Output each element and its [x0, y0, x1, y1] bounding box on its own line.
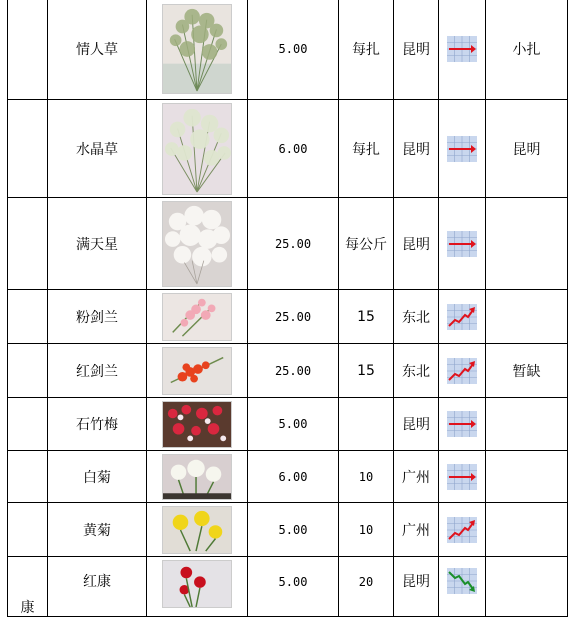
- note-cell: 暂缺: [486, 344, 568, 398]
- trend-cell: [439, 398, 486, 451]
- price-cell: 25.00: [248, 198, 339, 290]
- note-cell: [486, 557, 568, 617]
- photo-cell: [147, 503, 248, 557]
- category-label: 康: [20, 600, 35, 616]
- category-cell: [8, 503, 48, 557]
- photo-cell: [147, 290, 248, 344]
- photo-cell: [147, 557, 248, 617]
- category-cell: [8, 451, 48, 503]
- falling-trend-icon: [447, 568, 477, 594]
- flower-name: 满天星: [48, 198, 147, 290]
- note-cell: 昆明: [486, 100, 568, 198]
- table-row: [8, 398, 568, 451]
- table-row: [8, 100, 568, 198]
- flower-name: 白菊: [48, 451, 147, 503]
- category-cell: [8, 344, 48, 398]
- flat-arrow-icon: [447, 231, 477, 257]
- category-cell: [8, 0, 48, 100]
- table-row: [8, 0, 568, 100]
- unit-cell: 每公斤: [339, 198, 394, 290]
- price-cell: 5.00: [248, 398, 339, 451]
- unit-cell: [339, 398, 394, 451]
- note-cell: [486, 290, 568, 344]
- unit-cell: 20: [339, 557, 394, 617]
- table-row: [8, 451, 568, 503]
- rising-trend-icon: [447, 304, 477, 330]
- table-row: [8, 290, 568, 344]
- flat-arrow-icon: [447, 136, 477, 162]
- photo-cell: [147, 0, 248, 100]
- origin-cell: 昆明: [394, 100, 439, 198]
- price-cell: 25.00: [248, 290, 339, 344]
- category-cell: [8, 557, 48, 617]
- table-row: [8, 344, 568, 398]
- category-cell: [8, 198, 48, 290]
- category-cell: [8, 290, 48, 344]
- trend-cell: [439, 503, 486, 557]
- flat-arrow-icon: [447, 464, 477, 490]
- origin-cell: 广州: [394, 503, 439, 557]
- flower-name: 水晶草: [48, 100, 147, 198]
- price-cell: 6.00: [248, 100, 339, 198]
- note-cell: [486, 198, 568, 290]
- unit-cell: 10: [339, 503, 394, 557]
- flower-name: 红剑兰: [48, 344, 147, 398]
- note-cell: [486, 451, 568, 503]
- note-cell: [486, 503, 568, 557]
- unit-cell: 10: [339, 451, 394, 503]
- trend-cell: [439, 290, 486, 344]
- unit-cell: 15: [339, 344, 394, 398]
- flat-arrow-icon: [447, 36, 477, 62]
- photo-cell: [147, 344, 248, 398]
- note-cell: 小扎: [486, 0, 568, 100]
- table-row: [8, 503, 568, 557]
- origin-cell: 东北: [394, 290, 439, 344]
- origin-cell: 昆明: [394, 557, 439, 617]
- origin-cell: 昆明: [394, 198, 439, 290]
- table-row: [8, 557, 568, 617]
- white-chrysanthemum-photo: [162, 454, 232, 500]
- dianthus-photo: [162, 401, 232, 448]
- trend-cell: [439, 451, 486, 503]
- photo-cell: [147, 398, 248, 451]
- flat-arrow-icon: [447, 411, 477, 437]
- note-cell: [486, 398, 568, 451]
- yellow-chrysanthemum-photo: [162, 506, 232, 554]
- price-cell: 5.00: [248, 557, 339, 617]
- pink-gladiolus-photo: [162, 293, 232, 341]
- trend-cell: [439, 557, 486, 617]
- category-cell: [8, 100, 48, 198]
- red-gladiolus-photo: [162, 347, 232, 395]
- rising-trend-icon: [447, 517, 477, 543]
- price-cell: 25.00: [248, 344, 339, 398]
- price-cell: 6.00: [248, 451, 339, 503]
- trend-cell: [439, 100, 486, 198]
- flower-name: 情人草: [48, 0, 147, 100]
- photo-cell: [147, 451, 248, 503]
- origin-cell: 广州: [394, 451, 439, 503]
- unit-cell: 15: [339, 290, 394, 344]
- flower-price-table: [7, 0, 568, 617]
- babys-breath-photo: [162, 201, 232, 287]
- red-carnation-photo: [162, 560, 232, 608]
- crystal-grass-photo: [162, 103, 232, 195]
- trend-cell: [439, 198, 486, 290]
- trend-cell: [439, 344, 486, 398]
- flower-name: 粉剑兰: [48, 290, 147, 344]
- flower-name: 红康: [48, 557, 147, 617]
- category-cell: [8, 398, 48, 451]
- unit-cell: 每扎: [339, 0, 394, 100]
- origin-cell: 昆明: [394, 398, 439, 451]
- rising-trend-icon: [447, 358, 477, 384]
- flower-name: 黄菊: [48, 503, 147, 557]
- unit-cell: 每扎: [339, 100, 394, 198]
- limonium-photo: [162, 4, 232, 94]
- photo-cell: [147, 198, 248, 290]
- trend-cell: [439, 0, 486, 100]
- origin-cell: 昆明: [394, 0, 439, 100]
- price-cell: 5.00: [248, 0, 339, 100]
- flower-name: 石竹梅: [48, 398, 147, 451]
- origin-cell: 东北: [394, 344, 439, 398]
- photo-cell: [147, 100, 248, 198]
- price-cell: 5.00: [248, 503, 339, 557]
- table-row: [8, 198, 568, 290]
